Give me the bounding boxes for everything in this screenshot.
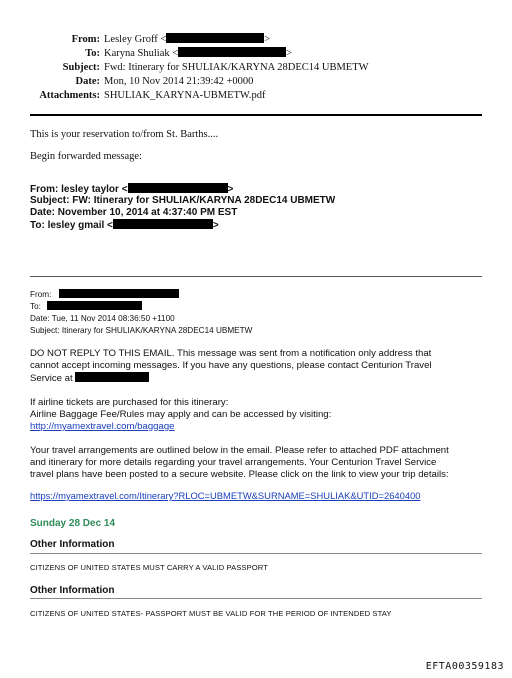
- header-to-close: >: [286, 48, 293, 59]
- header-from-value: Lesley Groff <: [104, 34, 167, 45]
- header-from-label: From:: [71, 34, 100, 45]
- notice-line-2: cannot accept incoming messages. If you have any questions, please contact Centurion Travel: [30, 360, 432, 371]
- arrangements-line-2: and itinerary for more details regarding your travel arrangements. Your Centurion Travel Service: [30, 457, 437, 468]
- header-attachments-row: [0, 89, 265, 102]
- forwarded-to-row: [30, 219, 219, 231]
- header-attachments-value[interactable]: SHULIAK_KARYNA-UBMETW.pdf: [104, 90, 266, 101]
- arrangements-line-3: travel plans have been posted to a secure website. Please click on the link to view your trip details:: [30, 469, 449, 480]
- forwarded-from-row: [30, 183, 233, 195]
- inner-from-row: [30, 289, 179, 300]
- inner-from-label: From:: [30, 290, 52, 299]
- itinerary-date-heading: Sunday 28 Dec 14: [30, 518, 116, 529]
- redaction-bar: [178, 47, 286, 57]
- inner-to-label: To:: [30, 302, 41, 311]
- baggage-link[interactable]: http://myamextravel.com/baggage: [30, 421, 175, 432]
- redaction-bar: [47, 301, 142, 310]
- header-to-value: Karyna Shuliak <: [104, 48, 179, 59]
- forwarded-to-text: To: lesley gmail <: [30, 220, 113, 231]
- begin-forwarded-text: Begin forwarded message:: [30, 151, 142, 162]
- section-1-text: CITIZENS OF UNITED STATES MUST CARRY A VALID PASSPORT: [30, 563, 268, 572]
- header-to-label: To:: [85, 48, 100, 59]
- redaction-bar: [166, 33, 264, 43]
- inner-to-row: [30, 301, 142, 312]
- header-subject-value: Fwd: Itinerary for SHULIAK/KARYNA 28DEC14 UBMETW: [104, 62, 369, 73]
- forwarded-subject-row: Subject: FW: Itinerary for SHULIAK/KARYNA 28DEC14 UBMETW: [30, 195, 336, 206]
- section-1-title: Other Information: [30, 539, 115, 550]
- header-date-label: Date:: [75, 76, 100, 87]
- header-attachments-label: Attachments:: [39, 90, 100, 101]
- header-divider: [30, 114, 482, 116]
- forwarded-date-row: Date: November 10, 2014 at 4:37:40 PM EST: [30, 207, 238, 218]
- redaction-bar: [113, 219, 213, 229]
- arrangements-line-1: Your travel arrangements are outlined below in the email. Please refer to attached PDF attachment: [30, 445, 449, 456]
- bates-number: EFTA00359183: [425, 661, 504, 672]
- header-subject-row: [0, 61, 369, 74]
- notice-line-3-text: Service at: [30, 373, 73, 384]
- section-1-divider: [30, 553, 482, 554]
- section-2-title: Other Information: [30, 585, 115, 596]
- header-from-close: >: [264, 34, 271, 45]
- notice-line-3: [30, 372, 480, 385]
- inner-date-row: Date: Tue, 11 Nov 2014 08:36:50 +1100: [30, 314, 175, 323]
- inner-subject-row: Subject: Itinerary for SHULIAK/KARYNA 28DEC14 UBMETW: [30, 326, 253, 335]
- itinerary-link[interactable]: https://myamextravel.com/Itinerary?RLOC=UBMETW&SURNAME=SHULIAK&UTID=2640400: [30, 490, 421, 501]
- forwarded-to-close: >: [212, 220, 219, 231]
- forwarded-divider: [30, 276, 482, 277]
- header-to-row: [0, 47, 292, 60]
- redaction-bar: [59, 289, 179, 298]
- forwarded-from-close: >: [227, 184, 234, 195]
- redaction-bar: [75, 372, 149, 382]
- header-from-row: [0, 33, 270, 46]
- forwarded-from-text: From: lesley taylor <: [30, 184, 128, 195]
- airline-line-2: Airline Baggage Fee/Rules may apply and can be accessed by visiting:: [30, 409, 332, 420]
- section-2-text: CITIZENS OF UNITED STATES- PASSPORT MUST BE VALID FOR THE PERIOD OF INTENDED STAY: [30, 609, 392, 618]
- redaction-bar: [128, 183, 228, 193]
- section-2-divider: [30, 598, 482, 599]
- notice-line-1: DO NOT REPLY TO THIS EMAIL. This message was sent from a notification only address that: [30, 348, 432, 359]
- airline-line-1: If airline tickets are purchased for this itinerary:: [30, 397, 229, 408]
- intro-text: This is your reservation to/from St. Barths....: [30, 129, 219, 140]
- header-date-row: [0, 75, 253, 88]
- header-subject-label: Subject:: [62, 62, 100, 73]
- header-date-value: Mon, 10 Nov 2014 21:39:42 +0000: [104, 76, 254, 87]
